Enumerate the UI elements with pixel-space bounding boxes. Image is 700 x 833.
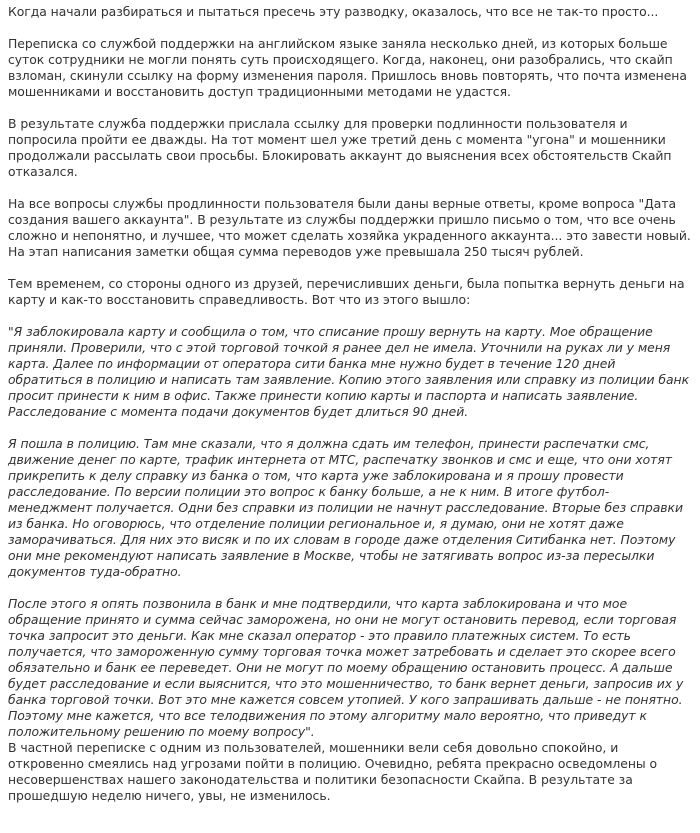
- paragraph-closing: В частной переписке с одним из пользователей, мошенники вели себя довольно спокойно, и откровенно смеялись над угрозами пойти в полицию. Очевидно, ребята прекрасно осведомлены о несовершенствах нашего законодательства и политики безопасности Скайпа. В результате за прошедшую неделю ничего, увы, не изменилось.: [8, 740, 658, 803]
- paragraph-verification-link: В результате служба поддержки прислала ссылку для проверки подлинности пользователя и попросила пройти ее дважды. На тот момент шел уже третий день с момента "угона" и мошенники продолжали рассылать свои просьбы. Блокировать аккаунт до выяснения всех обстоятельств Скайп отказался.: [8, 116, 672, 179]
- paragraph-support-correspondence: Переписка со службой поддержки на английском языке заняла несколько дней, из которых больше суток сотрудники не могли понять суть происходящего. Когда, наконец, они разобрались, что скайп взломан, скинули ссылку на форму изменения пароля. Пришлось вновь повторять, что почта изменена мошенниками и восстановить доступ традиционными методами не удастся.: [8, 36, 687, 99]
- quote-paragraph-bank-again: После этого я опять позвонила в банк и мне подтвердили, что карта заблокирована и что мое обращение принято и сумма сейчас заморожена, но они не могут остановить перевод, если торговая точка запросит это деньги. Как мне сказал оператор - это правило платежных систем. То есть получается, что замороженную сумму торговая точка может затребовать и сделает это скорее всего обязательно и банк ее переведет. Они не могут по моему обращению остановить процесс. А дальше будет расследование и если выяснится, что это мошенничество, то банк вернет деньги, запросив их у банка торговой точки. Вот это мне кажется совсем утопией. У кого запрашивать дальше - не понятно. Поэтому мне кажется, что все телодвижения по этому алгоритму мало вероятно, что приведут к положительному решению по моему вопросу".: [8, 596, 684, 739]
- quote-paragraph-police: Я пошла в полицию. Там мне сказали, что я должна сдать им телефон, принести распечатки смс, движение денег по карте, трафик интернета от МТС, распечатку звонков и смс и еще, что они хотят прикрепить к делу справку из банка о том, что карта уже заблокирована и я прошу провести расследование. По версии полиции это вопрос к банку больше, а не к ним. В итоге футбол-менеджмент получается. Одни без справки из полиции не начнут расследование. Вторые без справки из банка. Но оговорюсь, что отделение полиции региональное и, я думаю, они не хотят даже заморачиваться. Для них это висяк и по их словам в городе даже отделения Ситибанка нет. Поэтому они мне рекомендуют написать заявление в Москве, чтобы не затягивать вопрос из-за пересылки документов туда-обратно.: [8, 436, 683, 579]
- paragraph-intro: Когда начали разбираться и пытаться пресечь эту разводку, оказалось, что все не так-то просто...: [8, 4, 659, 19]
- victim-quote: [8, 324, 692, 740]
- paragraph-friend-attempt: Тем временем, со стороны одного из друзей, перечисливших деньги, была попытка вернуть деньги на карту и как-то восстановить справедливость. Вот что из этого вышло:: [8, 276, 685, 307]
- quote-paragraph-bank: "Я заблокировала карту и сообщила о том, что списание прошу вернуть на карту. Мое обращение приняли. Проверили, что с этой торговой точкой я ранее дел не имела. Уточнили на руках ли у меня карта. Далее по информации от оператора сити банка мне нужно будет в течение 120 дней обратиться в полицию и написать там заявление. Копию этого заявления или справку из полиции банк просит принести к ним в офис. Также принести копию карты и паспорта и написать заявление. Расследование с момента подачи документов будет длиться 90 дней.: [8, 324, 690, 419]
- paragraph-verification-result: На все вопросы службы продлинности пользователя были даны верные ответы, кроме вопроса "Дата создания вашего аккаунта". В результате из службы поддержки пришло письмо о том, что все очень сложно и непонятно, и лучшее, что может сделать хозяйка украденного аккаунта... это завести новый. На этап написания заметки общая сумма переводов уже превышала 250 тысяч рублей.: [8, 196, 691, 259]
